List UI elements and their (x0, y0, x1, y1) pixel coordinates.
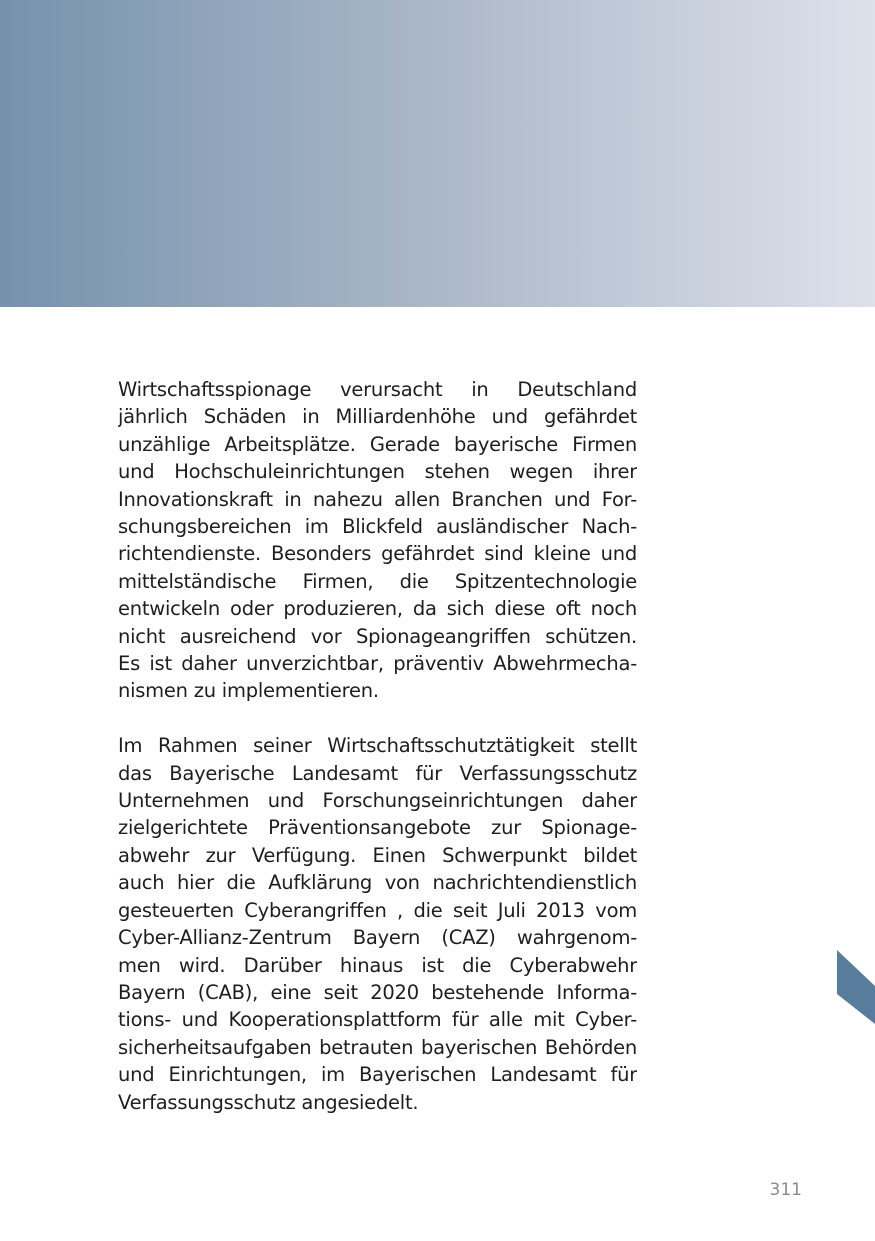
text-line: tions- und Kooperationsplattform für alle mit Cyber- (118, 1008, 637, 1032)
text-line: Bayern (CAB), eine seit 2020 bestehende Informa- (118, 980, 637, 1004)
text-line: Cyber-Allianz-Zentrum Bayern (CAZ) wahrgenom- (118, 926, 637, 950)
text-line: mittelständische Firmen, die Spitzentechnologie (118, 569, 637, 593)
text-line: das Bayerische Landesamt für Verfassungsschutz (118, 761, 637, 785)
paragraph-1 (118, 376, 637, 705)
paragraph-2 (118, 732, 637, 1116)
text-line: auch hier die Aufklärung von nachrichtendienstlich (118, 871, 637, 895)
text-line: und Hochschuleinrichtungen stehen wegen ihrer (118, 460, 637, 484)
text-line: Verfassungsschutz angesiedelt. (118, 1090, 419, 1114)
text-line: nicht ausreichend vor Spionageangriffen schützen. (118, 624, 637, 648)
text-line: Im Rahmen seiner Wirtschaftsschutztätigkeit stellt (118, 734, 637, 758)
text-line: entwickeln oder produzieren, da sich diese oft noch (118, 597, 637, 621)
text-line: gesteuerten Cyberangriffen , die seit Juli 2013 vom (118, 898, 637, 922)
text-line: men wird. Darüber hinaus ist die Cyberabwehr (118, 953, 637, 977)
text-line: abwehr zur Verfügung. Einen Schwerpunkt bildet (118, 843, 637, 867)
chapter-tab-marker (837, 950, 875, 1024)
text-line: Es ist daher unverzichtbar, präventiv Abwehrmecha- (118, 652, 637, 676)
page-number: 311 (769, 1180, 802, 1200)
text-line: sicherheitsaufgaben betrauten bayerischen Behörden (118, 1035, 637, 1059)
text-line: Unternehmen und Forschungseinrichtungen daher (118, 789, 637, 813)
text-line: jährlich Schäden in Milliardenhöhe und gefährdet (118, 405, 637, 429)
text-line: unzählige Arbeitsplätze. Gerade bayerische Firmen (118, 432, 637, 456)
text-line: Wirtschaftsspionage verursacht in Deutschland (118, 378, 637, 401)
text-line: Innovationskraft in nahezu allen Branchen und For- (118, 487, 637, 511)
text-line: zielgerichtete Präventionsangebote zur Spionage- (118, 816, 637, 840)
text-line: richtendienste. Besonders gefährdet sind kleine und (118, 542, 637, 566)
text-line: nismen zu implementieren. (118, 679, 379, 703)
header-gradient-band (0, 0, 875, 307)
body-text (118, 376, 637, 1116)
text-line: schungsbereichen im Blickfeld ausländischer Nach- (118, 515, 637, 539)
text-line: und Einrichtungen, im Bayerischen Landesamt für (118, 1063, 637, 1087)
